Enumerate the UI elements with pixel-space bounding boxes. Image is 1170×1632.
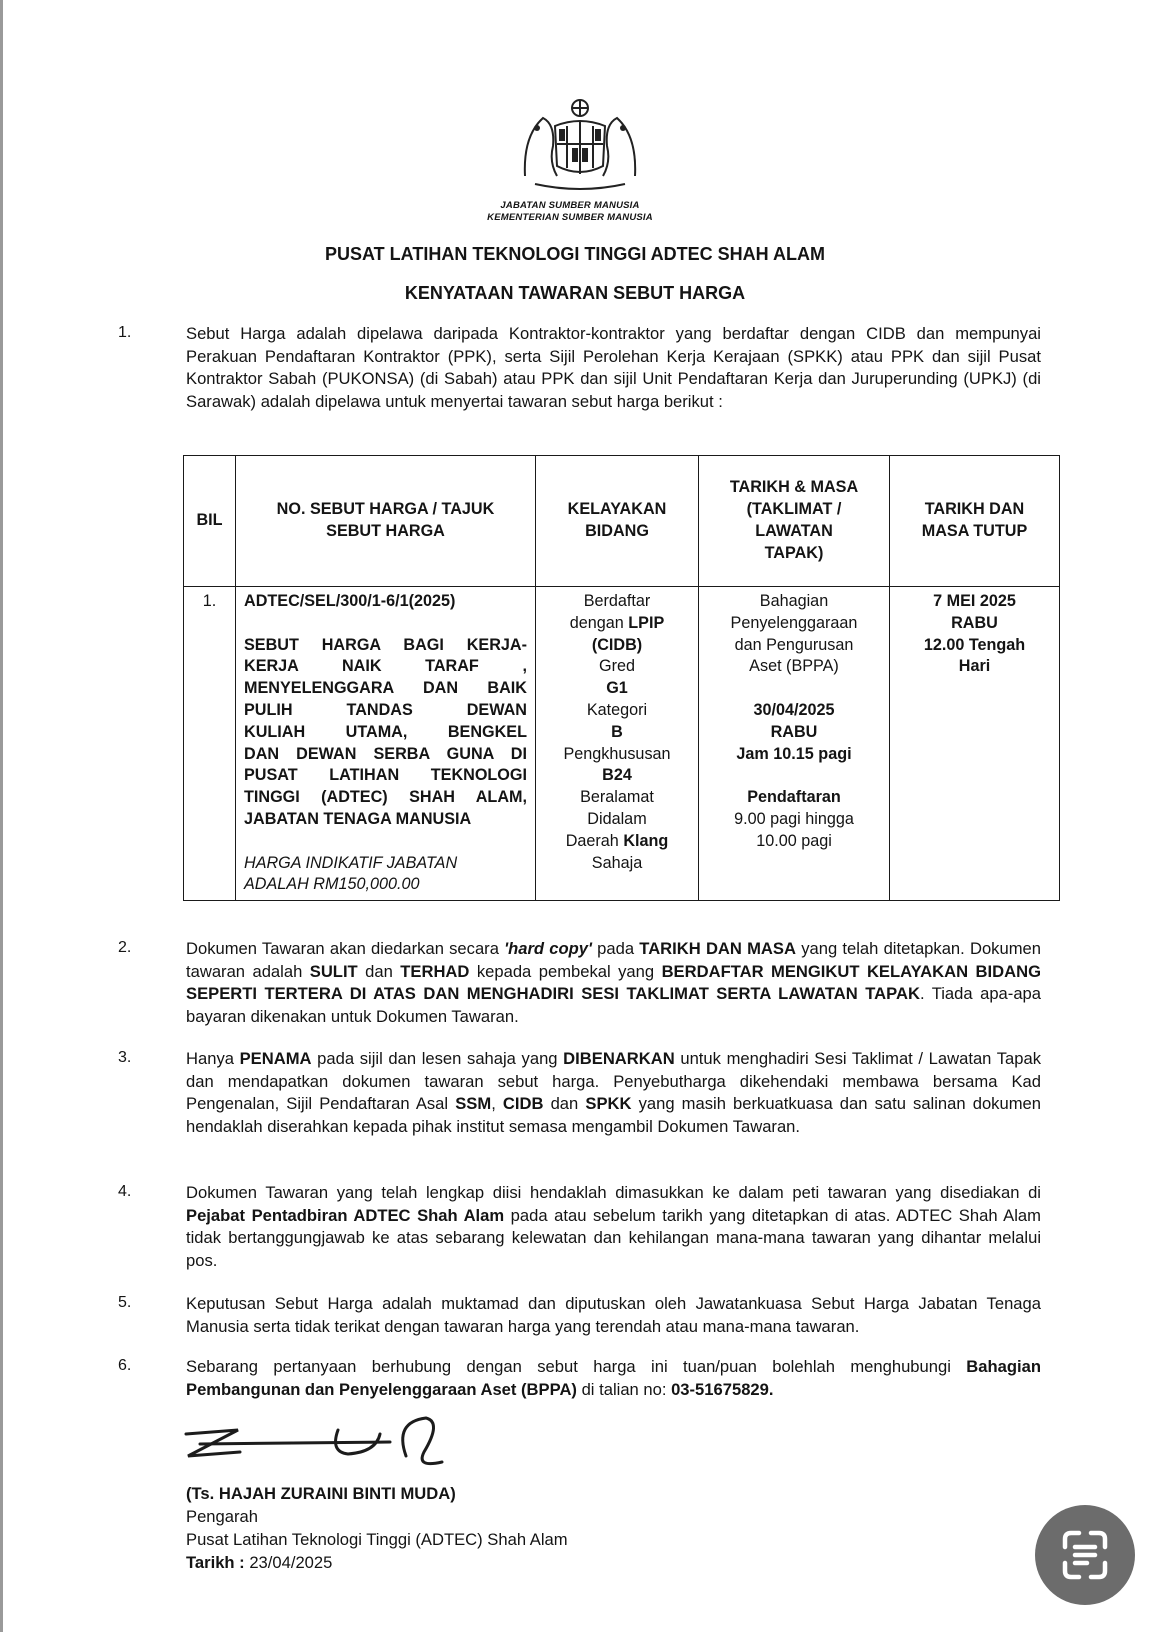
header-taklimat: TARIKH & MASA (TAKLIMAT / LAWATAN TAPAK) xyxy=(699,456,890,587)
paragraph-number: 2. xyxy=(118,939,132,956)
signatory-organisation: Pusat Latihan Teknologi Tinggi (ADTEC) Shah Alam xyxy=(186,1530,568,1549)
header-kelayakan: KELAYAKAN BIDANG xyxy=(536,456,699,587)
department-name: JABATAN SUMBER MANUSIA xyxy=(500,200,640,211)
paragraph-number: 6. xyxy=(118,1357,132,1374)
table-row xyxy=(184,587,1060,901)
paragraph-number: 3. xyxy=(118,1049,132,1066)
paragraph-number: 5. xyxy=(118,1294,132,1311)
scan-text-button[interactable] xyxy=(1035,1505,1135,1605)
table-header-row xyxy=(184,456,1060,587)
cell-kelayakan: Berdaftar dengan LPIP (CIDB) Gred G1 Kategori B Pengkhususan B24 Beralamat Didalam Daerah Klang Sahaja xyxy=(536,587,699,901)
signature-icon xyxy=(180,1412,460,1482)
paragraph-5: Keputusan Sebut Harga adalah muktamad dan diputuskan oleh Jawatankuasa Sebut Harga Jabatan Tenaga Manusia serta tidak terikat dengan tawaran harga yang terendah atau mana-mana tawaran. xyxy=(186,1294,1041,1336)
paragraph-2: Dokumen Tawaran akan diedarkan secara 'hard copy' pada TARIKH DAN MASA yang telah ditetapkan. Dokumen tawaran adalah SULIT dan TERHAD kepada pembekal yang BERDAFTAR MENGIKUT KELAYAKAN BIDANG SEPERTI TERTERA DI ATAS DAN MENGHADIRI SESI TAKLIMAT SERTA LAWATAN TAPAK. Tiada apa-apa bayaran dikenakan untuk Dokumen Tawaran. xyxy=(186,939,1042,1026)
paragraph-1: Sebut Harga adalah dipelawa daripada Kontraktor-kontraktor yang berdaftar dengan CIDB dan mempunyai Perakuan Pendaftaran Kontraktor (PPK), serta Sijil Perolehan Kerja Kerajaan (SPKK) atau PPK dan sijil Pusat Kontraktor Sabah (PUKONSA) (di Sabah) atau PPK dan sijil Unit Pendaftaran Kerja dan Juruperunding (UPKJ) (di Sarawak) adalah dipelawa untuk menyertai tawaran sebut harga berikut : xyxy=(186,324,1041,411)
paragraph-4: Dokumen Tawaran yang telah lengkap diisi hendaklah dimasukkan ke dalam peti tawaran yang disediakan di Pejabat Pentadbiran ADTEC Shah Alam pada atau sebelum tarikh yang ditetapkan di atas. ADTEC Shah Alam tidak bertanggungjawab ke atas sebarang kelewatan dan kehilangan mana-mana tawaran yang dihantar melalui pos. xyxy=(186,1183,1041,1270)
signatory-position: Pengarah xyxy=(186,1507,258,1526)
paragraph-number: 4. xyxy=(118,1183,132,1200)
reference-number: ADTEC/SEL/300/1-6/1(2025) xyxy=(244,592,456,610)
paragraph-3: Hanya PENAMA pada sijil dan lesen sahaja yang DIBENARKAN untuk menghadiri Sesi Taklimat / Lawatan Tapak dan mendapatkan dokumen tawaran sebut harga. Penyebutharga dikehendaki membawa bersama Kad Pengenalan, Sijil Pendaftaran Asal SSM, CIDB dan SPKK yang masih berkuatkuasa dan satu salinan dokumen hendaklah diserahkan kepada pihak institut semasa mengambil Dokumen Tawaran. xyxy=(186,1049,1042,1136)
header-tajuk: NO. SEBUT HARGA / TAJUK SEBUT HARGA xyxy=(236,456,536,587)
ministry-name: KEMENTERIAN SUMBER MANUSIA xyxy=(487,212,653,223)
text-scan-icon xyxy=(1035,1505,1135,1605)
cell-tajuk: ADTEC/SEL/300/1-6/1(2025) SEBUT HARGA BAGI KERJA- KERJA NAIK TARAF , MENYELENGGARA DAN BAIK PULIH TANDAS DEWAN KULIAH UTAMA, BENGKEL DAN DEWAN SERBA GUNA DI PUSAT LATIHAN TEKNOLOGI TINGGI (ADTEC) SHAH ALAM, JABATAN TENAGA MANUSIA HARGA INDIKATIF JABATAN ADALAH RM150,000.00 xyxy=(236,587,536,901)
paragraph-number: 1. xyxy=(118,324,132,341)
document-date: Tarikh : 23/04/2025 xyxy=(186,1553,333,1572)
cell-taklimat: Bahagian Penyelenggaraan dan Pengurusan Aset (BPPA) 30/04/2025 RABU Jam 10.15 pagi Pendaftaran 9.00 pagi hingga 10.00 pagi xyxy=(699,587,890,901)
header-bil: BIL xyxy=(184,456,236,587)
document-title: PUSAT LATIHAN TEKNOLOGI TINGGI ADTEC SHAH ALAM xyxy=(325,244,825,264)
paragraph-6: Sebarang pertanyaan berhubung dengan sebut harga ini tuan/puan bolehlah menghubungi Bahagian Pembangunan dan Penyelenggaraan Aset (BPPA) di talian no: 03-51675829. xyxy=(186,1357,1041,1399)
coat-of-arms-icon xyxy=(515,96,645,196)
document-subtitle: KENYATAAN TAWARAN SEBUT HARGA xyxy=(404,283,746,303)
cell-bil: 1. xyxy=(184,587,236,901)
signatory-name: (Ts. HAJAH ZURAINI BINTI MUDA) xyxy=(186,1484,456,1503)
header-tutup: TARIKH DAN MASA TUTUP xyxy=(890,456,1060,587)
quotation-table xyxy=(183,455,1060,901)
indicative-price: HARGA INDIKATIF JABATAN xyxy=(244,853,458,872)
cell-tutup: 7 MEI 2025 RABU 12.00 Tengah Hari xyxy=(890,587,1060,901)
